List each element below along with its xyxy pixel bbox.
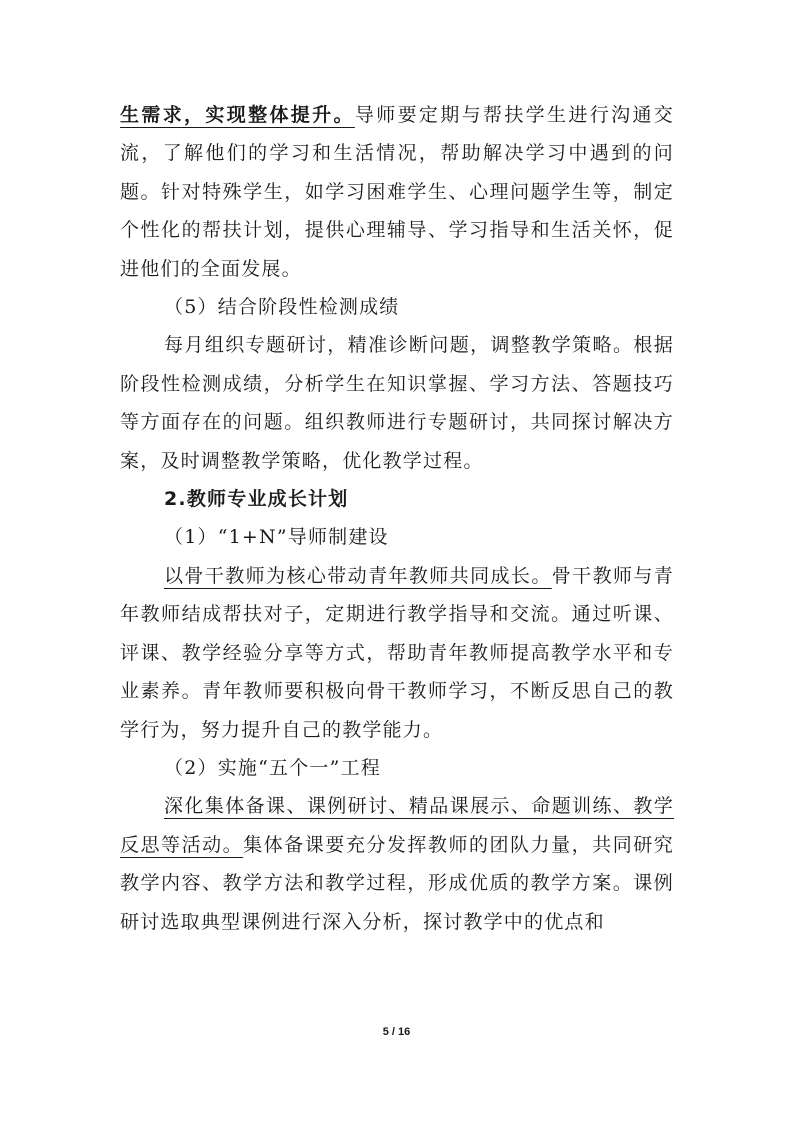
paragraph-monthly-research: 每月组织专题研讨，精准诊断问题，调整教学策略。根据阶段性检测成绩，分析学生在知识掌握、学习方法、答题技巧等方面存在的问题。组织教师进行专题研讨，共同探讨解决方案，及时调整教学策略，优化教学过程。	[120, 334, 674, 472]
paragraph-text: 骨干教师与青年教师结成帮扶对子，定期进行教学指导和交流。通过听课、评课、教学经验分享等方式，帮助青年教师提高教学水平和专业素养。青年教师要积极向骨干教师学习，不断反思自己的教学行为，努力提升自己的教学能力。	[120, 564, 674, 741]
section-heading-5: （5）结合阶段性检测成绩	[164, 296, 400, 319]
paragraph-lead-underlined: 深化集体备课、课例研讨、精品课展示、命题训练、教学反思等活动。	[120, 795, 674, 856]
paragraph-lead-underlined: 以骨干教师为核心带动青年教师共同成长。	[164, 564, 552, 587]
paragraph-collective-lesson-prep	[120, 787, 674, 941]
page-number: 5 / 16	[382, 1026, 411, 1038]
paragraph-lead-underlined: 生需求，实现整体提升。	[120, 104, 355, 126]
paragraph-text: 导师要定期与帮扶学生进行沟通交流，了解他们的学习和生活情况，帮助解决学习中遇到的问题。针对特殊学生，如学习困难学生、心理问题学生等，制定个性化的帮扶计划，提供心理辅导、学习指导和生活关怀，促进他们的全面发展。	[120, 104, 674, 280]
section-heading-1-mentor-system: （1）“1+N”导师制建设	[164, 526, 389, 549]
paragraph-backbone-teachers	[120, 557, 674, 749]
section-heading-teacher-growth: 2.教师专业成长计划	[164, 488, 349, 511]
paragraph-mentor-communication	[120, 96, 674, 288]
paragraph-text: 集体备课要充分发挥教师的团队力量，共同研究教学内容、教学方法和教学过程，形成优质的教学方案。课例研讨选取典型课例进行深入分析，探讨教学中的优点和	[120, 833, 674, 933]
section-heading-2-five-ones: （2）实施“五个一”工程	[164, 756, 381, 779]
document-body	[120, 96, 674, 941]
